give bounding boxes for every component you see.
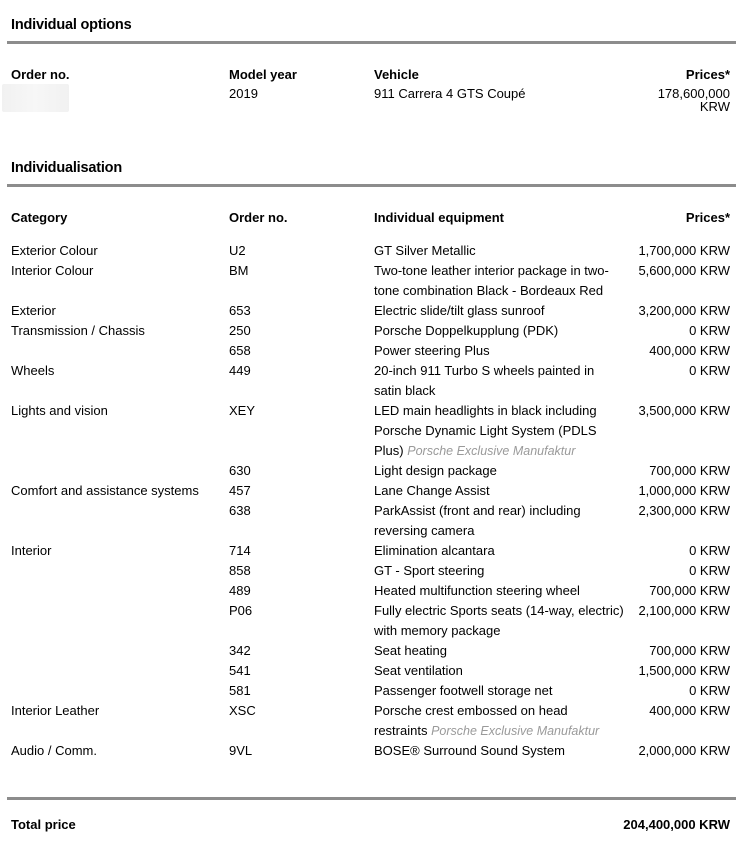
row-order-no: 342: [229, 643, 251, 658]
row-equipment-text: LED main headlights in black including Porsche Dynamic Light System (PDLS Plus): [374, 403, 597, 458]
row-equipment-text: Seat heating: [374, 643, 448, 658]
table-row: [0, 241, 747, 261]
row-order-no: 658: [229, 343, 251, 358]
table-row: [0, 561, 747, 581]
row-equipment-text: Two-tone leather interior package in two-tone combination Black - Bordeaux Red: [374, 263, 609, 298]
row-order-no: 653: [229, 303, 251, 318]
row-price: 400,000 KRW: [649, 343, 730, 358]
table-row: [0, 601, 747, 641]
row-equipment-text: Porsche crest embossed on head restraints: [374, 703, 568, 738]
row-equipment-text: BOSE® Surround Sound System: [374, 743, 565, 758]
row-order-no: XSC: [229, 703, 256, 718]
table-row: [0, 541, 747, 561]
row-category: Transmission / Chassis: [11, 323, 145, 338]
model-year-value: 2019: [229, 86, 258, 101]
table-row: [0, 501, 747, 541]
row-equipment-text: ParkAssist (front and rear) including reversing camera: [374, 503, 581, 538]
table-row: [0, 261, 747, 301]
options-section-title: Individual options: [11, 17, 132, 33]
row-price: 2,000,000 KRW: [638, 743, 730, 758]
row-price: 0 KRW: [689, 683, 730, 698]
row-price: 1,700,000 KRW: [638, 243, 730, 258]
row-equipment-text: Porsche Doppelkupplung (PDK): [374, 323, 559, 338]
row-order-no: P06: [229, 603, 253, 618]
row-category: Interior Leather: [11, 703, 100, 718]
row-category: Exterior Colour: [11, 243, 98, 258]
table-row: [0, 581, 747, 601]
options-header-prices: Prices*: [685, 67, 730, 82]
row-equipment-text: Elimination alcantara: [374, 543, 495, 558]
row-equipment: [374, 581, 624, 601]
row-order-no: 9VL: [229, 743, 253, 758]
total-price-label: Total price: [11, 817, 76, 832]
row-equipment-text: Fully electric Sports seats (14-way, electric) with memory package: [374, 603, 624, 638]
row-equipment: [374, 301, 624, 321]
row-equipment: [374, 601, 624, 641]
total-price-value: 204,400,000 KRW: [623, 817, 730, 832]
exclusive-manufaktur-note: Porsche Exclusive Manufaktur: [407, 444, 576, 458]
options-header-order-no: Order no.: [11, 67, 70, 82]
equipment-table: [0, 241, 747, 761]
redacted-order-number: [2, 84, 69, 112]
row-equipment-text: GT Silver Metallic: [374, 243, 476, 258]
row-equipment: [374, 661, 624, 681]
row-category: Audio / Comm.: [11, 743, 97, 758]
row-equipment: [374, 401, 624, 461]
row-equipment: [374, 241, 624, 261]
row-price: 700,000 KRW: [649, 463, 730, 478]
row-price: 400,000 KRW: [649, 703, 730, 718]
options-header-model-year: Model year: [229, 67, 297, 82]
table-row: [0, 481, 747, 501]
row-order-no: BM: [229, 263, 249, 278]
table-row: [0, 301, 747, 321]
row-category: Wheels: [11, 363, 55, 378]
row-equipment-text: 20-inch 911 Turbo S wheels painted in satin black: [374, 363, 595, 398]
equipment-header-prices: Prices*: [685, 210, 730, 225]
row-category: Lights and vision: [11, 403, 108, 418]
row-order-no: 638: [229, 503, 251, 518]
row-order-no: XEY: [229, 403, 256, 418]
row-equipment: [374, 461, 624, 481]
row-category: Exterior: [11, 303, 56, 318]
table-row: [0, 361, 747, 401]
total-divider: [7, 797, 736, 800]
vehicle-price-currency: KRW: [699, 99, 730, 114]
table-row: [0, 701, 747, 741]
row-order-no: U2: [229, 243, 246, 258]
section-divider: [7, 41, 736, 44]
row-order-no: 457: [229, 483, 251, 498]
row-equipment-text: Seat ventilation: [374, 663, 463, 678]
vehicle-price-amount: 178,600,000: [657, 86, 730, 101]
row-order-no: 449: [229, 363, 251, 378]
row-equipment: [374, 741, 624, 761]
row-equipment-text: Power steering Plus: [374, 343, 490, 358]
table-row: [0, 641, 747, 661]
row-order-no: 630: [229, 463, 251, 478]
row-equipment-text: Electric slide/tilt glass sunroof: [374, 303, 545, 318]
table-row: [0, 661, 747, 681]
row-price: 3,200,000 KRW: [638, 303, 730, 318]
row-category: Interior: [11, 543, 52, 558]
row-equipment: [374, 481, 624, 501]
table-row: [0, 321, 747, 341]
row-order-no: 581: [229, 683, 251, 698]
section-divider: [7, 184, 736, 187]
row-price: 3,500,000 KRW: [638, 403, 730, 418]
row-price: 5,600,000 KRW: [638, 263, 730, 278]
row-equipment: [374, 261, 624, 301]
row-equipment: [374, 361, 624, 401]
row-equipment: [374, 561, 624, 581]
table-row: [0, 341, 747, 361]
vehicle-price: [610, 87, 730, 113]
row-equipment: [374, 541, 624, 561]
equipment-header-item: Individual equipment: [374, 210, 505, 225]
equipment-header-category: Category: [11, 210, 68, 225]
row-equipment: [374, 701, 624, 741]
row-equipment: [374, 341, 624, 361]
row-equipment: [374, 641, 624, 661]
row-category: Comfort and assistance systems: [11, 483, 199, 498]
row-price: 2,300,000 KRW: [638, 503, 730, 518]
individualisation-section-title: Individualisation: [11, 160, 122, 176]
row-equipment: [374, 501, 624, 541]
equipment-header-order-no: Order no.: [229, 210, 288, 225]
row-equipment: [374, 681, 624, 701]
row-order-no: 714: [229, 543, 251, 558]
row-equipment-text: Passenger footwell storage net: [374, 683, 553, 698]
row-equipment-text: Light design package: [374, 463, 497, 478]
row-equipment-text: Heated multifunction steering wheel: [374, 583, 580, 598]
row-price: 700,000 KRW: [649, 643, 730, 658]
row-equipment-text: GT - Sport steering: [374, 563, 485, 578]
row-order-no: 250: [229, 323, 251, 338]
table-row: [0, 401, 747, 461]
table-row: [0, 461, 747, 481]
row-order-no: 489: [229, 583, 251, 598]
exclusive-manufaktur-note: Porsche Exclusive Manufaktur: [431, 724, 600, 738]
row-price: 700,000 KRW: [649, 583, 730, 598]
row-price: 0 KRW: [689, 543, 730, 558]
row-price: 0 KRW: [689, 563, 730, 578]
row-price: 2,100,000 KRW: [638, 603, 730, 618]
row-price: 1,500,000 KRW: [638, 663, 730, 678]
row-price: 1,000,000 KRW: [638, 483, 730, 498]
options-header-vehicle: Vehicle: [374, 67, 419, 82]
row-order-no: 858: [229, 563, 251, 578]
row-order-no: 541: [229, 663, 251, 678]
table-row: [0, 681, 747, 701]
row-equipment-text: Lane Change Assist: [374, 483, 490, 498]
row-price: 0 KRW: [689, 323, 730, 338]
row-category: Interior Colour: [11, 263, 94, 278]
row-equipment: [374, 321, 624, 341]
row-price: 0 KRW: [689, 363, 730, 378]
vehicle-value: 911 Carrera 4 GTS Coupé: [374, 86, 526, 101]
table-row: [0, 741, 747, 761]
